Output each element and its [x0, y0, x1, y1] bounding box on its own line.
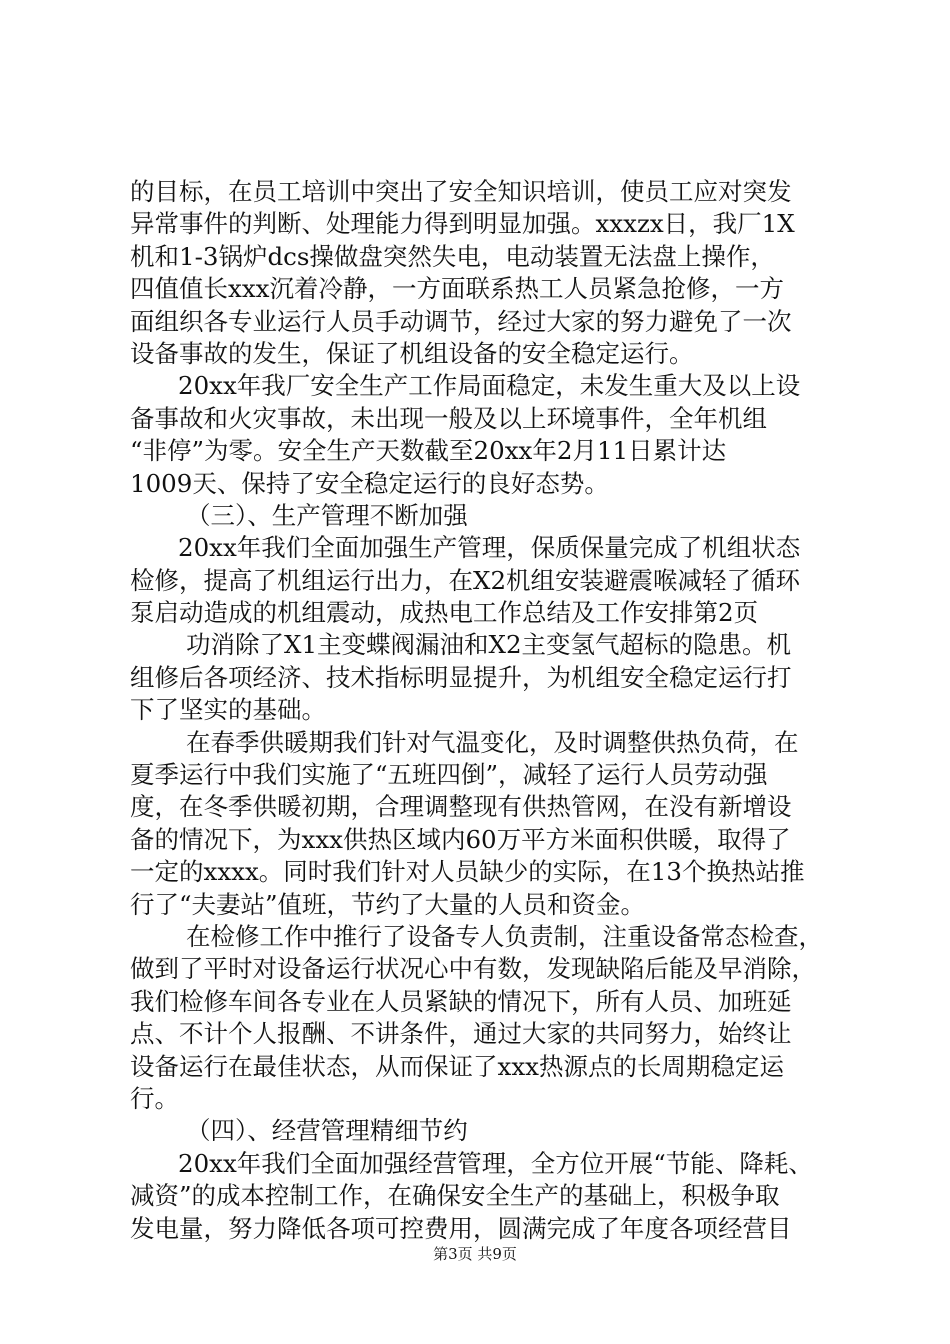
text-line-18: 在春季供暖期我们针对气温变化，及时调整供热负荷，在	[186, 727, 799, 757]
text-line-22: 一定的xxxx。同时我们针对人员缺少的实际，在13个换热站推	[130, 857, 805, 887]
text-line-29: 行。	[130, 1083, 179, 1113]
text-line-14: 泵启动造成的机组震动，成热电工作总结及工作安排第2页	[130, 598, 759, 628]
text-line-17: 下了坚实的基础。	[130, 695, 326, 725]
text-line-5: 面组织各专业运行人员手动调节，经过大家的努力避免了一次	[130, 306, 792, 336]
text-line-1: 的目标，在员工培训中突出了安全知识培训，使员工应对突发	[130, 177, 792, 206]
document-body	[130, 176, 830, 1245]
text-line-7: 20xx年我厂安全生产工作局面稳定，未发生重大及以上设	[178, 371, 801, 401]
text-line-4: 四值值长xxx沉着冷静，一方面联系热工人员紧急抢修，一方	[130, 274, 784, 304]
text-line-6: 设备事故的发生，保证了机组设备的安全稳定运行。	[130, 338, 694, 368]
text-line-12: 20xx年我们全面加强生产管理，保质保量完成了机组状态	[178, 533, 801, 563]
text-line-21: 备的情况下，为xxx供热区域内60万平方米面积供暖，取得了	[130, 824, 791, 854]
section-heading-3: （三）、生产管理不断加强	[186, 500, 468, 530]
text-line-23: 行了“夫妻站”值班，节约了大量的人员和资金。	[130, 889, 646, 919]
text-line-31: 20xx年我们全面加强经营管理，全方位开展“节能、降耗、	[178, 1148, 813, 1178]
text-line-32: 减资”的成本控制工作，在确保安全生产的基础上，积极争取	[130, 1181, 780, 1211]
text-line-20: 度，在冬季供暖初期，合理调整现有供热管网，在没有新增设	[130, 792, 792, 822]
text-line-25: 做到了平时对设备运行状况心中有数，发现缺陷后能及早消除，	[130, 954, 816, 984]
text-line-33: 发电量，努力降低各项可控费用，圆满完成了年度各项经营目	[130, 1213, 792, 1243]
page-footer: 第3页 共9页	[433, 1245, 517, 1263]
text-line-26: 我们检修车间各专业在人员紧缺的情况下，所有人员、加班延	[130, 986, 792, 1016]
text-line-24: 在检修工作中推行了设备专人负责制，注重设备常态检查，	[186, 921, 823, 951]
text-line-16: 组修后各项经济、技术指标明显提升，为机组安全稳定运行打	[130, 662, 792, 692]
text-line-10: 1009天、保持了安全稳定运行的良好态势。	[130, 468, 609, 498]
text-line-27: 点、不计个人报酬、不讲条件，通过大家的共同努力，始终让	[130, 1019, 792, 1049]
text-line-19: 夏季运行中我们实施了“五班四倒”，减轻了运行人员劳动强	[130, 760, 768, 790]
text-line-2: 异常事件的判断、处理能力得到明显加强。xxxzx日，我厂1X	[130, 209, 795, 239]
text-line-8: 备事故和火灾事故，未出现一般及以上环境事件，全年机组	[130, 403, 767, 433]
text-line-9: “非停”为零。安全生产天数截至20xx年2月11日累计达	[130, 436, 727, 466]
section-heading-4: （四）、经营管理精细节约	[186, 1116, 468, 1146]
text-line-15: 功消除了X1主变蝶阀漏油和X2主变氢气超标的隐患。机	[186, 630, 792, 660]
text-line-3: 机和1-3锅炉dcs操做盘突然失电，电动装置无法盘上操作，	[130, 241, 775, 271]
text-line-13: 检修，提高了机组运行出力，在X2机组安装避震喉减轻了循环	[130, 565, 801, 595]
text-line-28: 设备运行在最佳状态，从而保证了xxx热源点的长周期稳定运	[130, 1051, 784, 1081]
